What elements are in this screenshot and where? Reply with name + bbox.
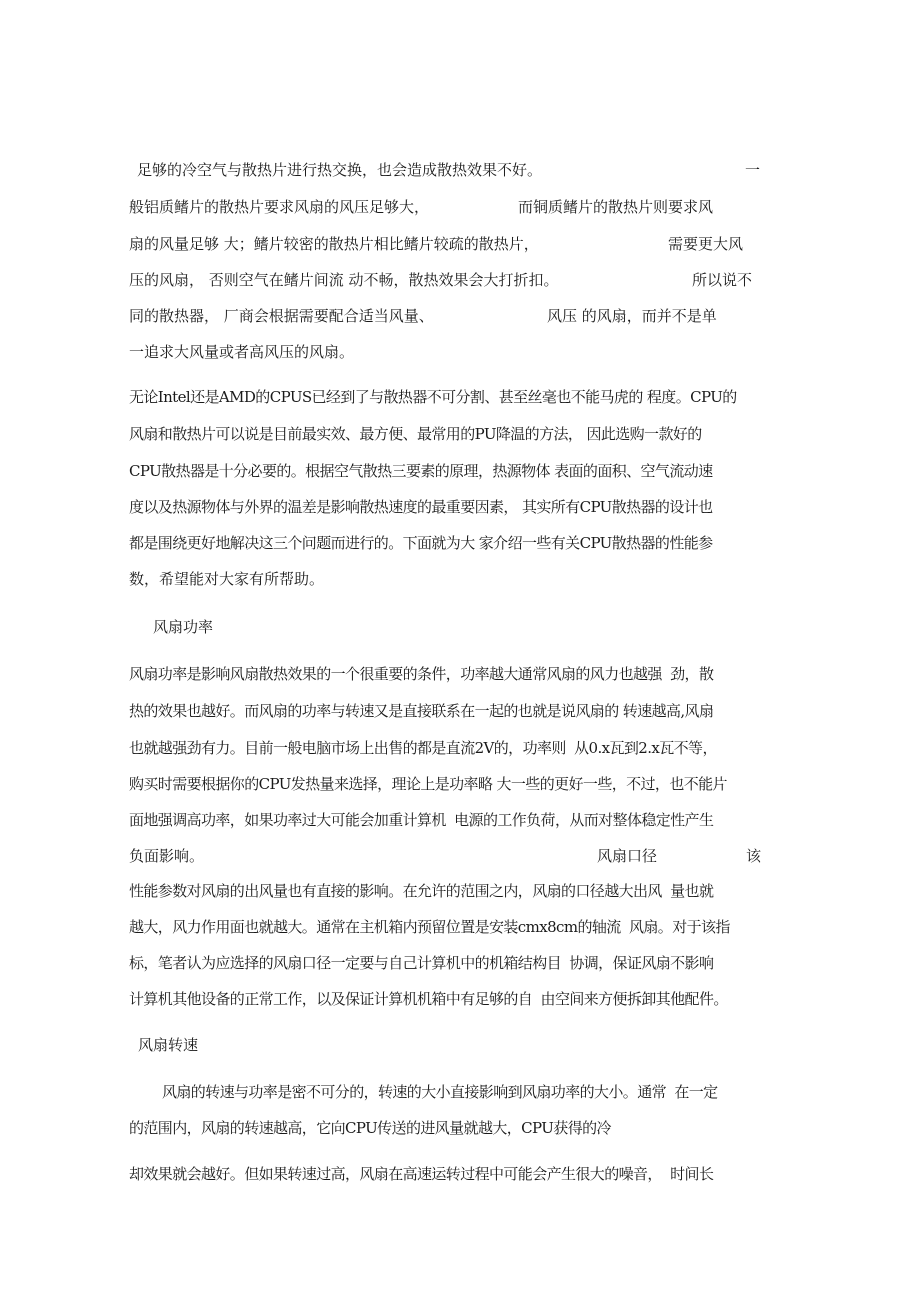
text-line: 该	[746, 847, 762, 865]
text-line: 负面影响。	[129, 847, 205, 865]
text-line: 一	[745, 161, 761, 179]
text-line: 购买时需要根据你的CPU发热量来选择，理论上是功率略 大一些的更好一些，不过，也不能片	[129, 775, 727, 793]
text-line: 标，笔者认为应选择的风扇口径一定要与自己计算机中的机箱结构目 协调，保证风扇不影响	[129, 954, 714, 972]
text-line: 而铜质鳍片的散热片则要求风	[518, 198, 714, 216]
text-line: 风扇和散热片可以说是目前最实效、最方便、最常用的PU降温的方法， 因此选购一款好的	[129, 425, 702, 443]
text-line: 一追求大风量或者高风压的风扇。	[129, 343, 355, 361]
text-line: 计算机其他设备的正常工作，以及保证计算机机箱中有足够的自 由空间来方便拆卸其他配件。	[129, 990, 728, 1008]
text-line: 性能参数对风扇的出风量也有直接的影响。在允许的范围之内，风扇的口径越大出风 量也就	[129, 882, 714, 900]
text-line: 风扇功率是影响风扇散热效果的一个很重要的条件，功率越大通常风扇的风力也越强 劲，散	[129, 665, 714, 683]
text-line: 足够的冷空气与散热片进行热交换，也会造成散热效果不好。	[137, 161, 543, 179]
text-line: 需要更大风	[668, 235, 744, 253]
section-heading-fan-speed: 风扇转速	[138, 1036, 199, 1054]
section-heading-fan-power: 风扇功率	[153, 618, 214, 636]
text-line: 都是围绕更好地解决这三个问题而进行的。下面就为大 家介绍一些有关CPU散热器的性能参	[129, 534, 713, 552]
text-line: 同的散热器， 厂商会根据需要配合适当风量、	[129, 307, 434, 325]
text-line: CPU散热器是十分必要的。根据空气散热三要素的原理，热源物体 表面的面积、空气流动速	[129, 462, 713, 480]
text-line: 热的效果也越好。而风扇的功率与转速又是直接联系在一起的也就是说风扇的 转速越高,风扇	[129, 702, 714, 720]
section-heading-fan-diameter: 风扇口径	[597, 847, 658, 865]
text-line: 压的风扇， 否则空气在鳍片间流 动不畅，散热效果会大打折扣。	[129, 271, 559, 289]
text-line: 数，希望能对大家有所帮助。	[129, 570, 325, 588]
text-line: 度以及热源物体与外界的温差是影响散热速度的最重要因素， 其实所有CPU散热器的设计也	[129, 498, 713, 516]
text-line: 面地强调高功率，如果功率过大可能会加重计算机 电源的工作负荷，从而对整体稳定性产生	[129, 811, 714, 829]
text-line: 也就越强劲有力。目前一般电脑市场上出售的都是直流2V的，功率则 从0.x瓦到2.x瓦不等，	[129, 739, 717, 757]
text-line: 无论Intel还是AMD的CPUS已经到了与散热器不可分割、甚至丝毫也不能马虎的 程度。CPU的	[129, 388, 737, 406]
text-line: 却效果就会越好。但如果转速过高，风扇在高速运转过程中可能会产生很大的噪音， 时间长	[129, 1165, 714, 1183]
text-line: 扇的风量足够 大；鳍片较密的散热片相比鳍片较疏的散热片，	[129, 235, 539, 253]
text-line: 风压 的风扇，而并不是单	[547, 307, 717, 325]
text-line: 般铝质鳍片的散热片要求风扇的风压足够大，	[129, 198, 430, 216]
text-line: 的范围内，风扇的转速越高，它向CPU传送的进风量就越大，CPU获得的冷	[129, 1119, 611, 1137]
text-line: 越大，风力作用面也就越大。通常在主机箱内预留位置是安装cmx8cm的轴流 风扇。对于该指	[129, 918, 730, 936]
text-line: 风扇的转速与功率是密不可分的，转速的大小直接影响到风扇功率的大小。通常 在一定	[162, 1083, 718, 1101]
text-line: 所以说不	[692, 271, 753, 289]
